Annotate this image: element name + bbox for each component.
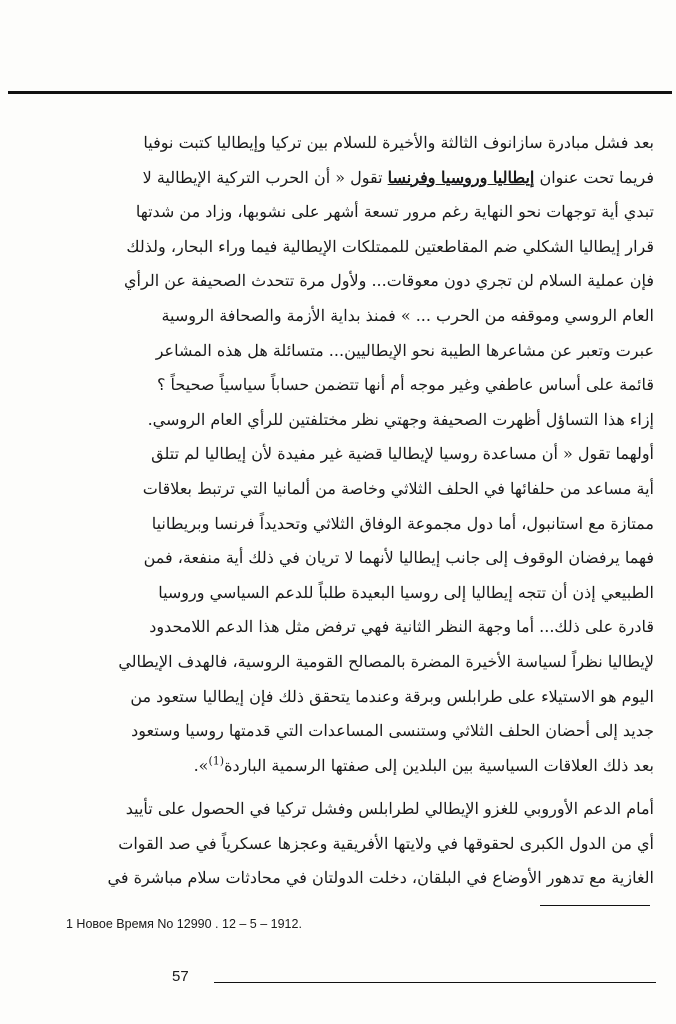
text-line [88, 749, 654, 784]
header-rule [8, 91, 672, 94]
text-line: قادرة على ذلك... أما وجهة النظر الثانية فهي ترفض مثل هذا الدعم اللامحدود [149, 617, 654, 637]
text-segment: ». [193, 755, 209, 775]
paragraph-2 [88, 792, 654, 896]
text-line: الطبيعي إذن أن تتجه إيطاليا إلى روسيا البعيدة طلباً للدعم السياسي وروسيا [158, 582, 654, 602]
text-line: إزاء هذا التساؤل أظهرت الصحيفة وجهتي نظر مختلفتين للرأي العام الروسي. [147, 409, 654, 429]
text-line: فهما يرفضان الوقوف إلى جانب إيطاليا لأنهما لا تريان في ذلك أية منفعة، فمن [143, 548, 654, 568]
text-line: الغازية مع تدهور الأوضاع في البلقان، دخلت الدولتان في محادثات سلام مباشرة في [107, 868, 654, 888]
text-line: قرار إيطاليا الشكلي ضم المقاطعتين للممتلكات الإيطالية فيما وراء البحار، ولذلك [126, 236, 654, 256]
text-line: أي من الدول الكبرى لحقوقها في ولايتها الأفريقية وعجزها عسكرياً في صد القوات [118, 833, 654, 853]
text-line: قائمة على أساس عاطفي وغير موجه أم أنها تتضمن حساباً سياسياً صحيحاً ؟ [156, 375, 654, 395]
text-line: ممتازة مع استانبول، أما دول مجموعة الوفاق الثلاثي وتحديداً فرنسا وبريطانيا [151, 513, 654, 533]
footnote-rule [540, 905, 650, 906]
page-number: 57 [172, 968, 189, 985]
text-segment: فريما تحت عنوان [534, 167, 654, 187]
text-segment: تقول « أن الحرب التركية الإيطالية لا [142, 167, 388, 187]
text-line: فإن عملية السلام لن تجري دون معوقات... ولأول مرة تتحدث الصحيفة عن الرأي [124, 271, 654, 291]
text-line [88, 161, 654, 196]
text-line: أمام الدعم الأوروبي للغزو الإيطالي لطرابلس وفشل تركيا في الحصول على تأييد [125, 799, 654, 819]
footnote-reference: (1) [208, 754, 225, 768]
underlined-title: إيطاليا وروسيا وفرنسا [387, 167, 535, 187]
text-line: أية مساعد من حلفائها في الحلف الثلاثي وخاصة من ألمانيا التي ترتبط بعلاقات [142, 478, 654, 498]
text-line: عبرت وتعبر عن مشاعرها الطيبة نحو الإيطاليين... متسائلة هل هذه المشاعر [155, 340, 654, 360]
text-line: اليوم هو الاستيلاء على طرابلس وبرقة وعندما يتحقق ذلك فإن إيطاليا ستعود من [130, 686, 654, 706]
text-line: بعد فشل مبادرة سازانوف الثالثة والأخيرة للسلام بين تركيا وإيطاليا كتبت نوفيا [143, 133, 654, 152]
footer-rule [214, 982, 656, 983]
text-line: العام الروسي وموقفه من الحرب ... » فمنذ بداية الأزمة والصحافة الروسية [161, 305, 654, 325]
text-line: أولهما تقول « أن مساعدة روسيا لإيطاليا قضية غير مفيدة لأن إيطاليا لم تتلق [151, 444, 654, 464]
footnote: 1 Новое Время No 12990 . 12 – 5 – 1912. [66, 917, 302, 931]
text-line: تبدي أية توجهات نحو النهاية رغم مرور تسعة أشهر على نشوبها، وزاد من شدتها [135, 202, 654, 222]
text-line: جديد إلى أحضان الحلف الثلاثي وستنسى المساعدات التي قدمتها روسيا وستعود [131, 721, 654, 741]
paragraph-1 [88, 126, 654, 783]
text-line: لإيطاليا نظراً لسياسة الأخيرة المضرة بالمصالح القومية الروسية، فالهدف الإيطالي [118, 651, 654, 671]
main-text [88, 126, 654, 896]
text-segment: بعد ذلك العلاقات السياسية بين البلدين إلى صفتها الرسمية الباردة [224, 755, 654, 775]
